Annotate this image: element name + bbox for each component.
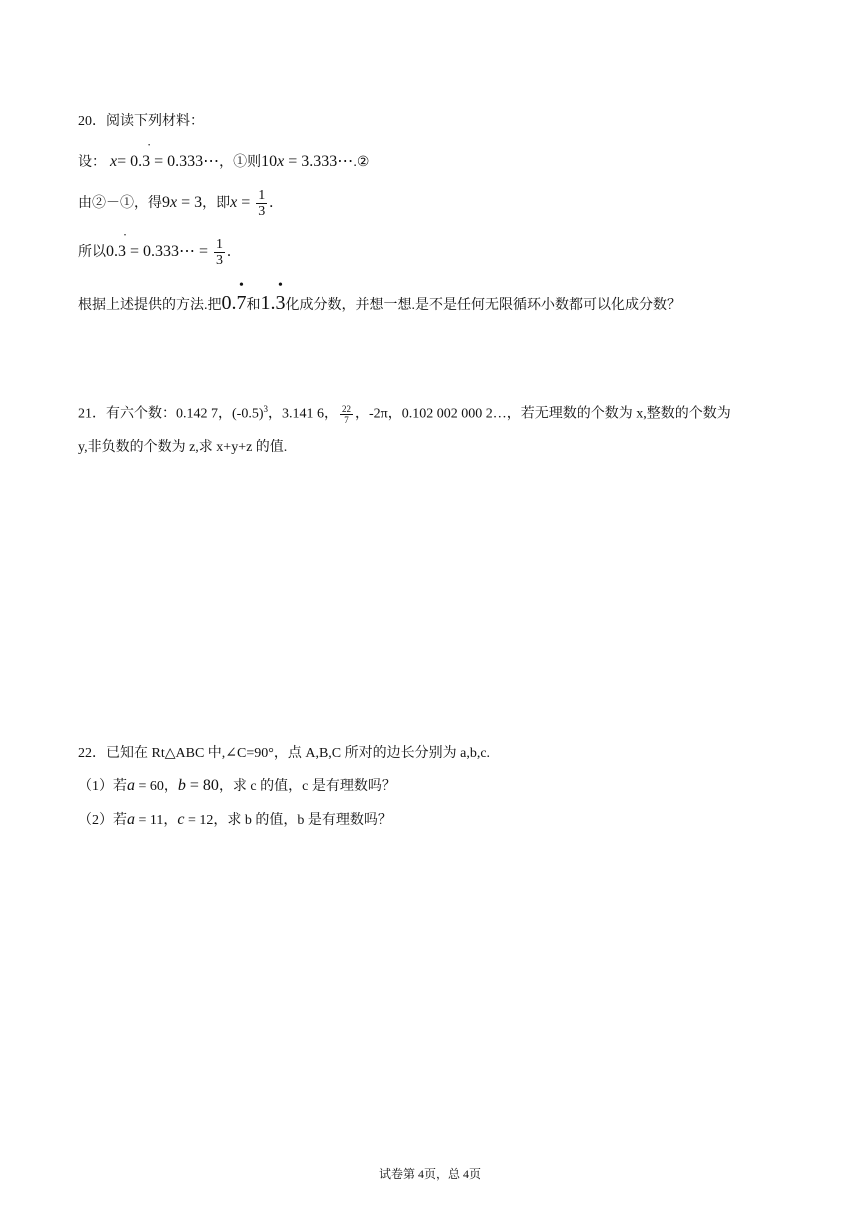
- q20-line4-suffix: 化成分数，并想一想.是不是任何无限循环小数都可以化成分数？: [285, 298, 681, 313]
- q20-line4: [78, 278, 681, 321]
- q22-part1-b: b: [177, 777, 186, 794]
- q20-line3-fraction: $\frac{1}{3}$: [216, 237, 224, 268]
- q21-fraction: $\frac{22}{7}$: [342, 403, 351, 425]
- q20-eq2-coef: 10: [261, 153, 278, 170]
- q20-number-0-7: 0.7 •: [221, 278, 247, 314]
- q20-line1: [78, 152, 369, 173]
- q20-eq2-rhs: = 3.333⋯: [284, 153, 354, 170]
- q22-part2-aeq: = 11: [135, 813, 164, 828]
- q21-line2: y,非负数的个数为 z,求 x+y+z 的值.: [78, 440, 288, 455]
- q20-line2-eq: =: [237, 194, 255, 212]
- q22-part2-prefix: （2）若: [78, 813, 127, 828]
- q20-eq2-var: x: [277, 153, 285, 170]
- q22-part2: [78, 810, 392, 831]
- q20-line2-rhs: = 3: [177, 194, 203, 212]
- q22-part1-aeq: = 60: [135, 779, 164, 794]
- q20-heading: 20．阅读下列材料：: [78, 114, 204, 129]
- q22-part2-sep: ，: [163, 813, 178, 828]
- q21-line1: [78, 398, 731, 426]
- q22-part2-ceq: = 12: [184, 813, 214, 828]
- q20-line2-mid: ，即: [202, 196, 231, 212]
- q21-line1-a: 21．有六个数：0.142 7，(-0.5): [78, 406, 264, 422]
- q20-eq1-repeating: = 0.3: [117, 153, 151, 170]
- q20-line3-repeating: 0.3: [106, 243, 126, 261]
- q20-line2-fraction: $\frac{1}{3}$: [258, 188, 266, 219]
- q22-part1-a: a: [127, 777, 135, 794]
- q20-line1-end: .②: [353, 155, 370, 170]
- q22-part2-c: c: [177, 811, 185, 828]
- q20-line2: [78, 188, 273, 219]
- q20-line4-and: 和: [246, 298, 261, 313]
- q20-line3-prefix: 所以: [78, 245, 106, 261]
- q20-line1-label: 设：: [78, 155, 106, 170]
- q20-line3-end: .: [227, 243, 232, 261]
- q20-line3: [78, 237, 231, 268]
- q22-line1: 22．已知在 Rt△ABC 中,∠C=90°，点 A,B,C 所对的边长分别为 a,b,c.: [78, 746, 491, 761]
- q21-exponent: 3: [263, 404, 268, 414]
- q20-line2-x: x: [230, 194, 238, 212]
- page-footer: 试卷第 4页，总 4页: [378, 1167, 481, 1181]
- q20-line2-prefix: 由②－①，得: [78, 196, 162, 212]
- q21-line1-b: ，3.141 6，: [268, 406, 338, 422]
- q22-part1-prefix: （1）若: [78, 779, 127, 794]
- q20-line2-var: x: [170, 194, 178, 212]
- q20-line2-coef: 9: [162, 194, 170, 212]
- q22-part1: [78, 776, 396, 797]
- q21-line1-c: ，-2π，0.102 002 000 2…，若无理数的个数为 x,整数的个数为: [355, 406, 731, 422]
- q20-eq1-rhs: = 0.333⋯: [150, 153, 220, 170]
- q20-number-1-3: 1.3 •: [260, 278, 286, 314]
- q20-line1-sep: ，①则: [219, 155, 262, 170]
- q20-line2-end: .: [269, 194, 274, 212]
- q20-eq1-var: x: [110, 153, 118, 170]
- q22-part2-suffix: ，求 b 的值，b 是有理数吗？: [213, 813, 392, 828]
- q20-line4-prefix: 根据上述提供的方法.把: [78, 298, 222, 313]
- q22-part2-a: a: [127, 811, 135, 828]
- q22-part1-beq: = 80: [185, 777, 219, 794]
- q22-part1-suffix: ，求 c 的值，c 是有理数吗？: [218, 779, 396, 794]
- q22-part1-sep: ，: [163, 779, 178, 794]
- q20-line3-rhs: = 0.333⋯ =: [126, 243, 213, 261]
